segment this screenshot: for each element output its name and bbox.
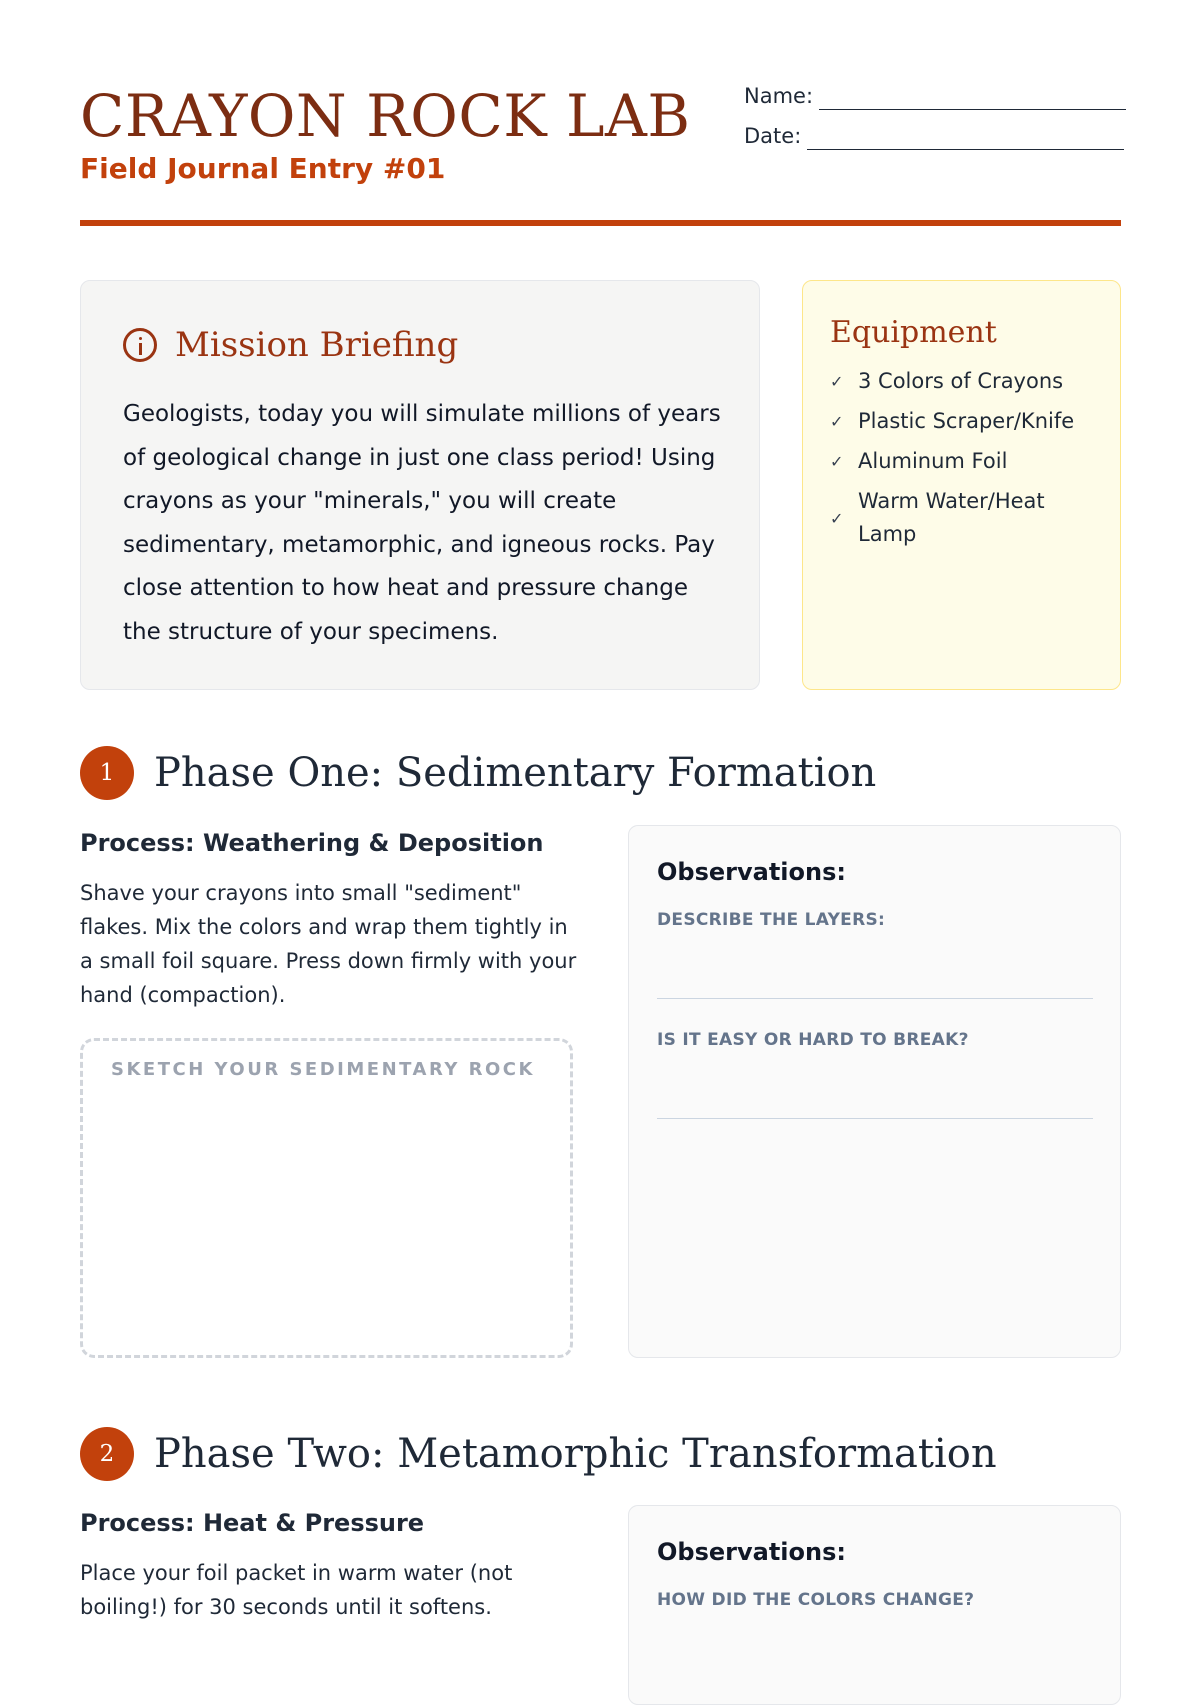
answer-line[interactable]: [657, 1118, 1093, 1119]
check-icon: ✓: [830, 412, 844, 431]
name-field[interactable]: [819, 89, 1126, 110]
sketch-label: SKETCH YOUR SEDIMENTARY ROCK: [111, 1059, 535, 1080]
equipment-item: [830, 485, 1100, 551]
phase-one-heading: [80, 746, 876, 800]
observations-title: Observations:: [657, 858, 846, 886]
check-icon: ✓: [830, 508, 844, 528]
check-icon: ✓: [830, 452, 844, 471]
date-field[interactable]: [807, 129, 1124, 150]
student-info: [744, 82, 1126, 162]
equipment-item: [830, 365, 1100, 398]
observations-card: [628, 1505, 1121, 1705]
mission-header: [123, 325, 458, 365]
header-divider: [80, 220, 1121, 226]
equipment-item-label: Plastic Scraper/Knife: [858, 409, 1075, 433]
phase-number-badge: 1: [80, 746, 134, 800]
mission-title: Mission Briefing: [175, 325, 459, 365]
date-label: Date:: [744, 124, 802, 148]
equipment-list: [830, 365, 1100, 558]
date-row: [744, 122, 1126, 162]
process-title: Process: Heat & Pressure: [80, 1509, 425, 1537]
name-row: [744, 82, 1126, 122]
answer-line[interactable]: [657, 998, 1093, 999]
process-text: Shave your crayons into small "sediment" flakes. Mix the colors and wrap them tightly in a small foil square. Press down firmly with your hand (compaction).: [80, 881, 577, 1007]
sketch-area[interactable]: [80, 1038, 573, 1358]
phase-number-badge: 2: [80, 1427, 134, 1481]
name-label: Name:: [744, 84, 814, 108]
check-icon: ✓: [830, 372, 844, 391]
process-text: Place your foil packet in warm water (not boiling!) for 30 seconds until it softens.: [80, 1561, 513, 1619]
equipment-item-label: 3 Colors of Crayons: [858, 369, 1064, 393]
equipment-item-label: Warm Water/Heat Lamp: [858, 489, 1045, 546]
mission-text: Geologists, today you will simulate millions of years of geological change in just one class period! Using crayons as your "minerals," you will create sedimentary, metamorphic, and igneous rocks. Pay close attention to how heat and pressure change the structure of your specimens.: [123, 401, 721, 645]
equipment-item-label: Aluminum Foil: [858, 449, 1008, 473]
phase-title: Phase Two: Metamorphic Transformation: [154, 1431, 997, 1477]
equipment-item: [830, 405, 1100, 438]
equipment-card: [802, 280, 1121, 690]
equipment-item: [830, 445, 1100, 478]
observations-card: [628, 825, 1121, 1358]
observation-question: HOW DID THE COLORS CHANGE?: [657, 1590, 975, 1610]
mission-briefing-card: [80, 280, 760, 690]
page-title: CRAYON ROCK LAB: [80, 82, 691, 150]
info-icon: [123, 328, 157, 362]
observations-title: Observations:: [657, 1538, 846, 1566]
equipment-title: Equipment: [830, 315, 997, 350]
observation-question: IS IT EASY OR HARD TO BREAK?: [657, 1030, 969, 1050]
phase-title: Phase One: Sedimentary Formation: [154, 750, 877, 796]
page-subtitle: Field Journal Entry #01: [80, 152, 446, 185]
observation-question: DESCRIBE THE LAYERS:: [657, 910, 886, 930]
process-title: Process: Weathering & Deposition: [80, 829, 544, 857]
phase-two-heading: [80, 1427, 997, 1481]
